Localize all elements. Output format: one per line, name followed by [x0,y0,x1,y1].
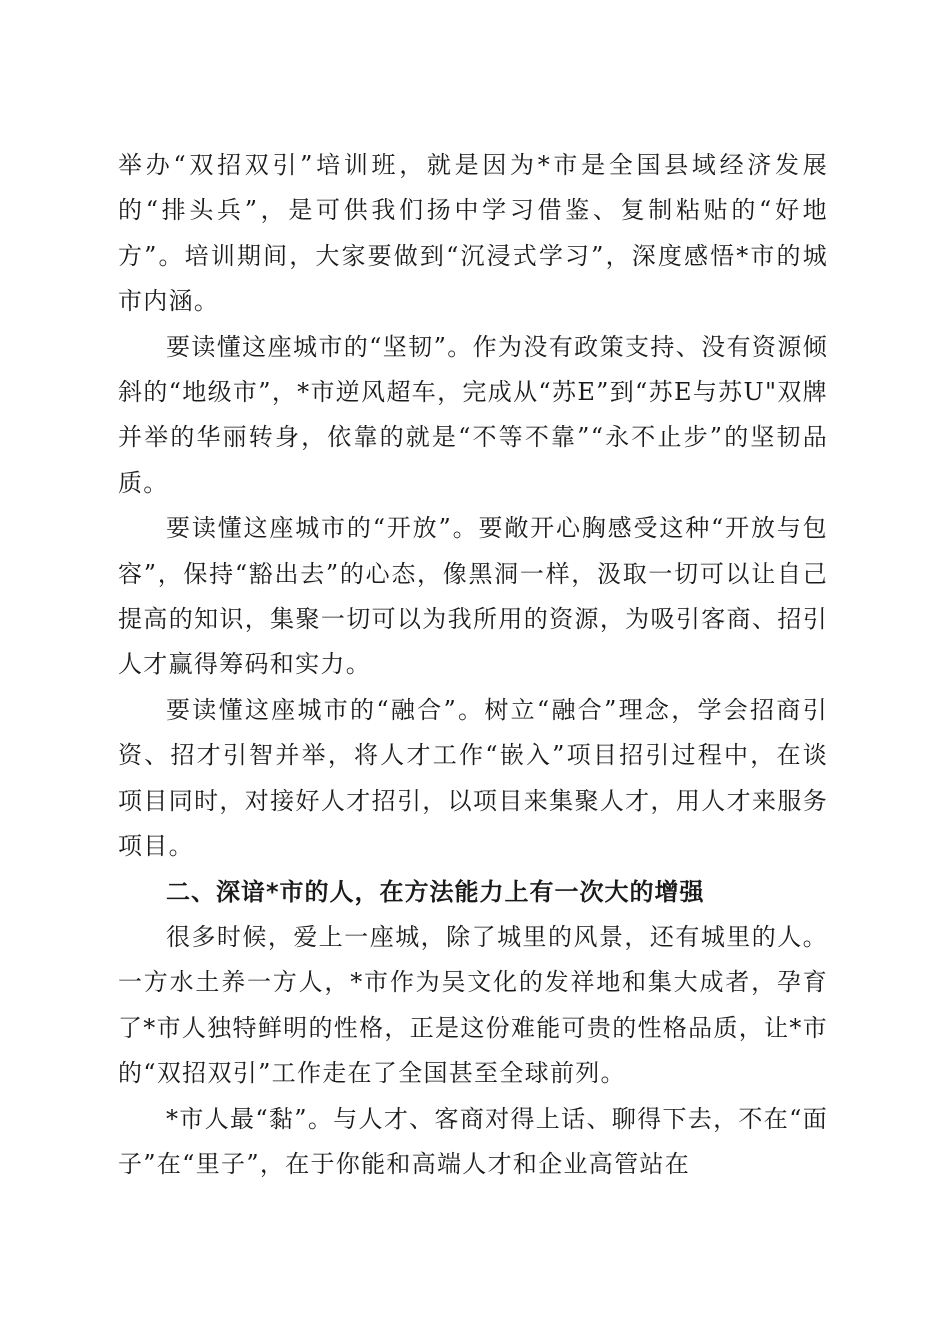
paragraph-resilience: 要读懂这座城市的“坚韧”。作为没有政策支持、没有资源倾斜的“地级市”，*市逆风超车，完成从“苏E”到“苏E与苏U"双牌并举的华丽转身，依靠的就是“不等不靠”“永不止步”的坚韧品质。 [118,332,828,497]
paragraph-intro: 举办“双招双引”培训班，就是因为*市是全国县域经济发展的“排头兵”，是可供我们扬中学习借鉴、复制粘贴的“好地方”。培训期间，大家要做到“沉浸式学习”，深度感悟*市的城市内涵。 [118,151,828,316]
paragraph-openness: 要读懂这座城市的“开放”。要敞开心胸感受这种“开放与包容”，保持“豁出去”的心态，像黑洞一样，汲取一切可以让自己提高的知识，集聚一切可以为我所用的资源，为吸引客商、招引人才赢得筹码和实力。 [118,514,828,679]
paragraph-sticky: *市人最“黏”。与人才、客商对得上话、聊得下去，不在“面子”在“里子”，在于你能和高端人才和企业高管站在 [118,1104,828,1178]
document-body [118,143,828,1187]
paragraph-people: 很多时候，爱上一座城，除了城里的风景，还有城里的人。一方水土养一方人，*市作为吴文化的发祥地和集大成者，孕育了*市人独特鲜明的性格，正是这份难能可贵的性格品质，让*市的“双招双引”工作走在了全国甚至全球前列。 [118,922,828,1088]
paragraph-integration: 要读懂这座城市的“融合”。树立“融合”理念，学会招商引资、招才引智并举，将人才工作“嵌入”项目招引过程中，在谈项目同时，对接好人才招引，以项目来集聚人才，用人才来服务项目。 [118,695,828,861]
section-heading: 二、深谙*市的人，在方法能力上有一次大的增强 [166,877,705,906]
